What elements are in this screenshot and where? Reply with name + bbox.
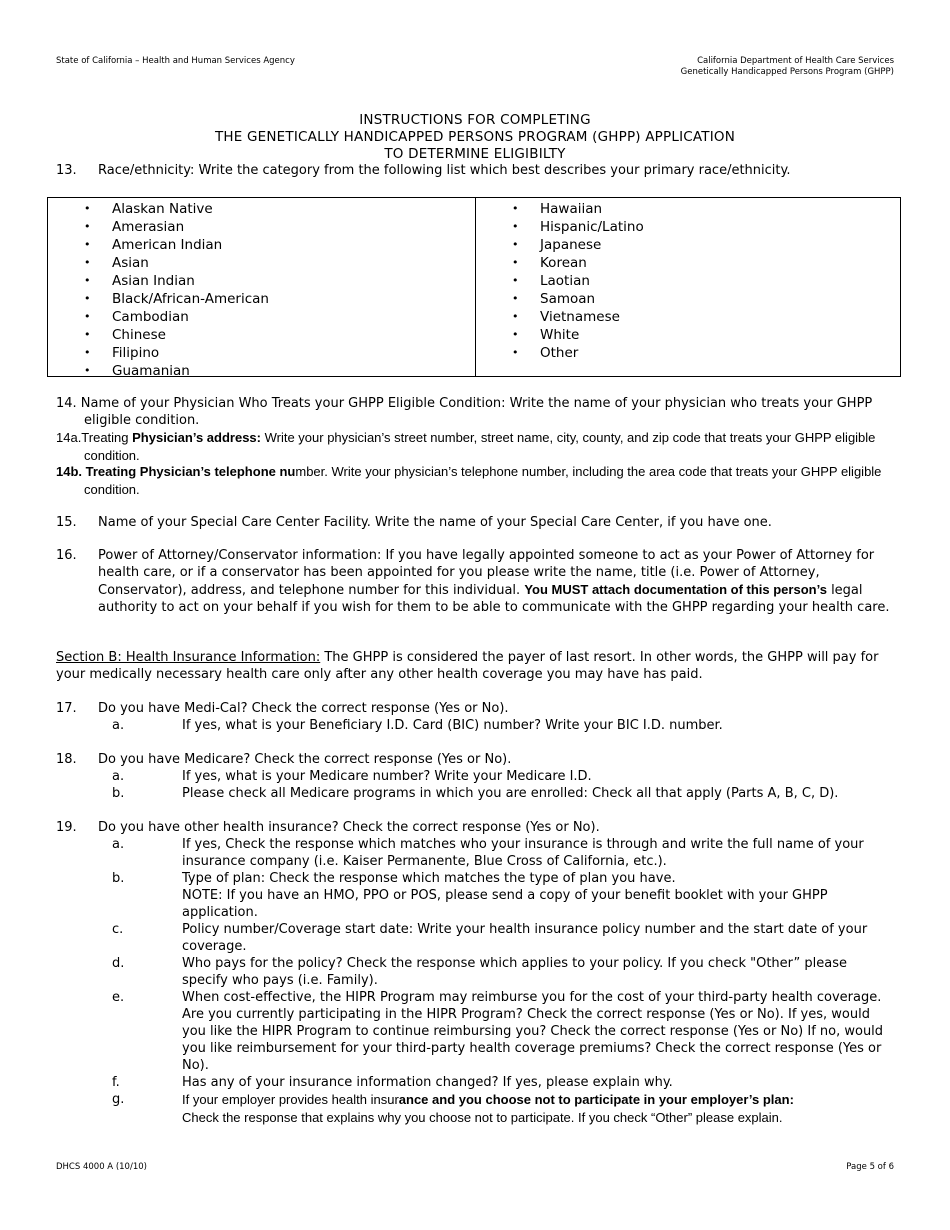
item-14-label: 14. Name of your Physician Who Treats your GHPP Eligible Condition:: [56, 396, 506, 411]
bullet-icon: •: [84, 256, 91, 269]
page-number: Page 5 of 6: [846, 1162, 894, 1172]
race-list-right: [512, 200, 644, 362]
header-agency: State of California – Health and Human Services Agency: [56, 56, 295, 66]
race-option: [512, 272, 644, 290]
bullet-icon: •: [84, 328, 91, 341]
subitem: [56, 870, 894, 921]
race-option: [512, 344, 644, 362]
race-option-label: Filipino: [112, 345, 160, 361]
header-department-line1: California Department of Health Care Services: [697, 56, 894, 66]
race-ethnicity-table: [47, 197, 901, 377]
item-13-number: 13.: [56, 163, 77, 178]
race-option: [84, 254, 269, 272]
subitem-letter: a.: [112, 837, 125, 852]
race-option-label: Cambodian: [112, 309, 189, 325]
race-option: [84, 218, 269, 236]
subitem-text: [182, 717, 894, 734]
race-option: [512, 326, 644, 344]
item-14a-prefix: 14a.Treating: [56, 430, 133, 445]
item-14-text: [56, 395, 894, 429]
race-option-label: Hispanic/Latino: [540, 219, 644, 235]
subitem: [56, 1074, 894, 1091]
subitem-text: [182, 921, 894, 955]
subitem-text: [182, 1074, 894, 1091]
bullet-icon: •: [512, 346, 519, 359]
item-16-tail: legal authority to act on your behalf if you wish for them to be able to communicate with the GHPP regarding your health care.: [98, 583, 890, 615]
bullet-icon: •: [84, 364, 91, 377]
race-option: [84, 308, 269, 326]
item-13-text: [98, 162, 894, 179]
form-number: DHCS 4000 A (10/10): [56, 1162, 147, 1172]
subitem: [56, 836, 894, 870]
item-16-text: [98, 547, 894, 616]
bullet-icon: •: [512, 220, 519, 233]
race-option-label: Asian: [112, 255, 149, 271]
race-option-label: Laotian: [540, 273, 590, 289]
item-14a-text: [56, 429, 894, 465]
subitem-letter: g.: [112, 1092, 125, 1107]
bullet-icon: •: [84, 220, 91, 233]
bullet-icon: •: [512, 328, 519, 341]
section-b-text: The GHPP is considered the payer of last resort. In other words, the GHPP will pay for your medically necessary health care only after any other health coverage you may have has paid.: [56, 650, 879, 682]
subitem-text: [182, 870, 894, 921]
item-13-body: Write the category from the following list which best describes your primary race/ethnicity.: [194, 163, 791, 178]
subitem: [56, 717, 894, 734]
subitem-letter: f.: [112, 1075, 120, 1090]
race-option-label: Amerasian: [112, 219, 185, 235]
race-option: [84, 362, 269, 380]
race-option: [84, 236, 269, 254]
race-option: [512, 254, 644, 272]
subitem-body: Please check all Medicare programs in which you are enrolled: Check all that apply (Parts A, B, C, D).: [182, 786, 839, 801]
subitem: [56, 768, 894, 785]
item-15-text: Name of your Special Care Center Facility. Write the name of your Special Care Center, if you have one.: [98, 515, 772, 530]
item-19-subitems: [56, 836, 894, 1126]
bullet-icon: •: [84, 292, 91, 305]
subitem: [56, 921, 894, 955]
item-18: [56, 751, 894, 802]
race-table-divider: [475, 198, 476, 376]
race-option-label: Alaskan Native: [112, 201, 213, 217]
bullet-icon: •: [512, 274, 519, 287]
item-14b-text: [56, 463, 894, 499]
item-15-number: 15.: [56, 515, 77, 530]
subitem-text: [182, 785, 894, 802]
bullet-icon: •: [512, 238, 519, 251]
race-option: [512, 308, 644, 326]
subitem-letter: b.: [112, 871, 125, 886]
item-19-number: 19.: [56, 820, 77, 835]
race-option: [512, 236, 644, 254]
race-option: [84, 200, 269, 218]
race-option-label: Samoan: [540, 291, 596, 307]
subitem-letter: a.: [112, 769, 125, 784]
item-14a: [56, 429, 894, 465]
subitem-body: If your employer provides health insur: [182, 1092, 399, 1107]
item-16-bold: You MUST attach documentation of this person’s: [524, 582, 827, 597]
race-option-label: Hawaiian: [540, 201, 603, 217]
item-16: [56, 547, 894, 616]
bullet-icon: •: [512, 292, 519, 305]
bullet-icon: •: [84, 274, 91, 287]
item-16-number: 16.: [56, 548, 77, 563]
subitem-body: Who pays for the policy? Check the response which applies to your policy. If you check "Other” please specify who pays (i.e. Family).: [182, 956, 848, 988]
subitem-text: [182, 768, 894, 785]
race-option-label: Other: [540, 345, 579, 361]
item-13-label: Race/ethnicity:: [98, 163, 195, 178]
subitem-body: Policy number/Coverage start date: Write your health insurance policy number and the start date of your coverage.: [182, 922, 868, 954]
subitem-body: Type of plan: Check the response which matches the type of plan you have.: [182, 871, 676, 886]
title-line1: INSTRUCTIONS FOR COMPLETING: [359, 112, 591, 128]
item-18-subitems: [56, 768, 894, 802]
item-18-number: 18.: [56, 752, 77, 767]
item-17: [56, 700, 894, 734]
race-option-label: Japanese: [540, 237, 602, 253]
subitem-tail: Check the response that explains why you choose not to participate. If you check “Other” please explain.: [182, 1110, 783, 1125]
race-option-label: White: [540, 327, 580, 343]
title-line2: THE GENETICALLY HANDICAPPED PERSONS PROGRAM (GHPP) APPLICATION: [214, 129, 736, 145]
subitem: [56, 989, 894, 1074]
subitem: [56, 785, 894, 802]
subitem-bold: ance and you choose not to participate in your employer’s plan:: [398, 1092, 794, 1107]
subitem-letter: d.: [112, 956, 125, 971]
race-option: [84, 290, 269, 308]
item-16-body: Power of Attorney/Conservator information: If you have legally appointed someone to act as your Power of Attorney for health care, or if a conservator has been appointed for you please write the name, title (i.e. Power of Attorney, Conservator), address, and telephone number for this individual.: [98, 548, 875, 598]
race-option: [84, 326, 269, 344]
item-14: [56, 395, 894, 429]
item-19: [56, 819, 894, 1126]
header-department-line2: Genetically Handicapped Persons Program (GHPP): [680, 67, 894, 77]
item-17-text: Do you have Medi-Cal? Check the correct response (Yes or No).: [98, 701, 509, 716]
subitem-body: If yes, what is your Medicare number? Write your Medicare I.D.: [182, 769, 592, 784]
section-b: [56, 649, 894, 683]
subitem-text: [182, 1091, 894, 1126]
bullet-icon: •: [84, 346, 91, 359]
item-18-text: Do you have Medicare? Check the correct response (Yes or No).: [98, 752, 512, 767]
race-option-label: Vietnamese: [540, 309, 620, 325]
item-17-number: 17.: [56, 701, 77, 716]
race-option-label: Asian Indian: [112, 273, 195, 289]
item-14b-label: 14b. Treating Physician’s telephone nu: [56, 464, 296, 479]
bullet-icon: •: [512, 202, 519, 215]
race-option-label: American Indian: [112, 237, 223, 253]
race-option: [512, 290, 644, 308]
item-17-subitems: [56, 717, 894, 734]
subitem-letter: e.: [112, 990, 125, 1005]
subitem: [56, 955, 894, 989]
item-15: [56, 514, 894, 531]
race-list-left: [84, 200, 269, 380]
race-option: [512, 200, 644, 218]
race-option: [512, 218, 644, 236]
subitem-text: [182, 836, 894, 870]
subitem-letter: a.: [112, 718, 125, 733]
bullet-icon: •: [84, 310, 91, 323]
race-option: [84, 344, 269, 362]
item-14b-body: mber. Write your physician’s telephone number, including the area code that treats your GHPP eligible condition.: [84, 464, 882, 497]
title-line3: TO DETERMINE ELIGIBILTY: [384, 146, 566, 162]
item-14-body: Write the name of your physician who treats your GHPP eligible condition.: [84, 396, 873, 428]
item-13: [56, 162, 894, 179]
bullet-icon: •: [512, 310, 519, 323]
item-14a-label: Physician’s address:: [132, 430, 261, 445]
race-option-label: Korean: [540, 255, 587, 271]
race-option-label: Chinese: [112, 327, 166, 343]
item-19-text: Do you have other health insurance? Check the correct response (Yes or No).: [98, 820, 600, 835]
page-title: [0, 112, 950, 163]
bullet-icon: •: [512, 256, 519, 269]
subitem: [56, 1091, 894, 1126]
race-option: [84, 272, 269, 290]
bullet-icon: •: [84, 202, 91, 215]
subitem-text: [182, 955, 894, 989]
race-option-label: Guamanian: [112, 363, 190, 379]
subitem-letter: b.: [112, 786, 125, 801]
race-option-label: Black/African-American: [112, 291, 269, 307]
subitem-note: NOTE: If you have an HMO, PPO or POS, please send a copy of your benefit booklet with your GHPP application.: [182, 888, 828, 920]
header-department: [681, 56, 894, 78]
subitem-text: [182, 989, 894, 1074]
subitem-body: When cost-effective, the HIPR Program may reimburse you for the cost of your third-party health coverage. Are you currently participating in the HIPR Program? Check the correct response (Yes or No). If yes, would you like the HIPR Program to continue reimbursing you? Check the correct response (Yes or No) If no, would you like reimbursement for your third-party health coverage premiums? Check the correct response (Yes or No).: [182, 990, 884, 1073]
bullet-icon: •: [84, 238, 91, 251]
section-b-heading: Section B: Health Insurance Information:: [56, 650, 321, 665]
subitem-letter: c.: [112, 922, 124, 937]
item-14a-body: Write your physician’s street number, street name, city, county, and zip code that treats your GHPP eligible condition.: [84, 430, 876, 463]
subitem-body: If yes, Check the response which matches who your insurance is through and write the full name of your insurance company (i.e. Kaiser Permanente, Blue Cross of California, etc.).: [182, 837, 864, 869]
item-14b: [56, 463, 894, 499]
subitem-body: Has any of your insurance information changed? If yes, please explain why.: [182, 1075, 673, 1090]
subitem-body: If yes, what is your Beneficiary I.D. Card (BIC) number? Write your BIC I.D. number.: [182, 718, 723, 733]
